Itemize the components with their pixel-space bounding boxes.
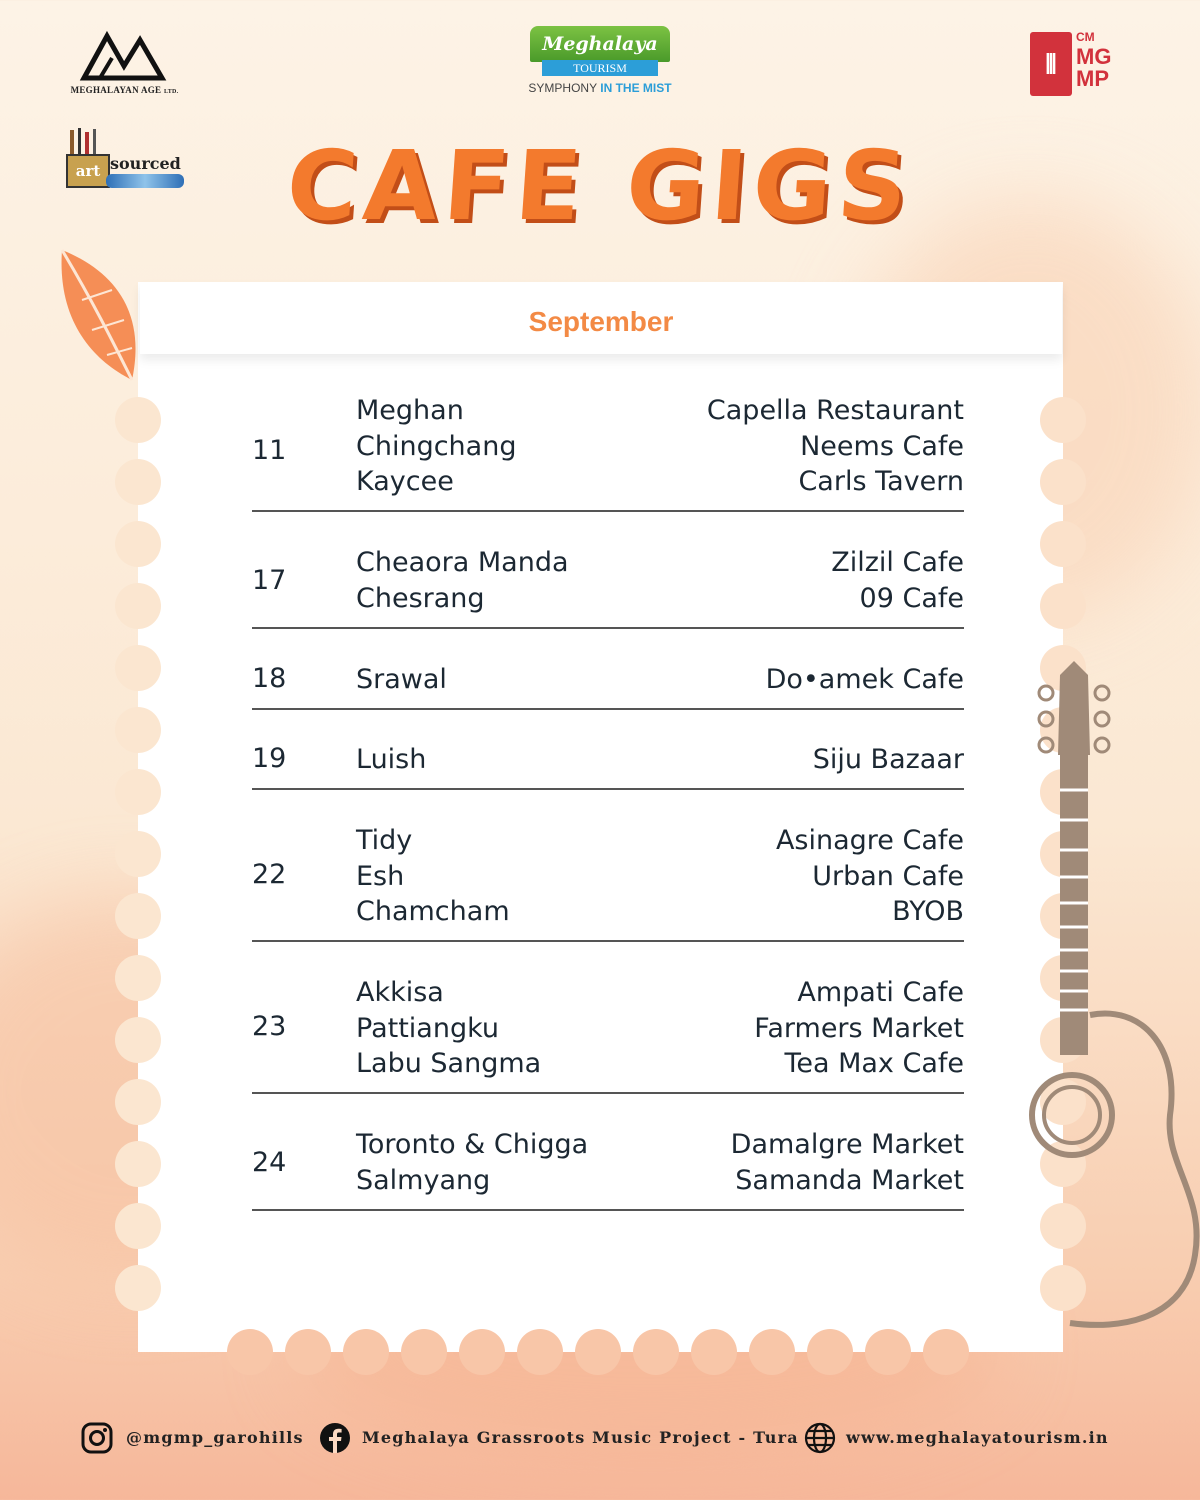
month-label: September — [528, 306, 674, 337]
scallop — [923, 1329, 969, 1375]
gig-venues — [776, 823, 964, 930]
venue-name: Neems Cafe — [800, 430, 964, 462]
mp-label: MP — [1076, 66, 1109, 91]
act-name: Akkisa — [356, 977, 444, 1008]
gig-date: 19 — [252, 743, 287, 774]
act-name: Chingchang — [356, 430, 517, 462]
gig-acts — [356, 545, 569, 616]
instagram-icon[interactable] — [81, 1422, 113, 1454]
schedule-row — [252, 542, 964, 629]
scallop — [1040, 583, 1086, 629]
schedule-row — [252, 390, 964, 512]
venue-name: BYOB — [892, 896, 964, 927]
gig-acts — [356, 393, 516, 500]
venue-name: Urban Cafe — [812, 860, 964, 892]
meghalaya-tourism-logo — [520, 26, 680, 100]
scallop — [285, 1329, 331, 1375]
venue-name: Asinagre Cafe — [775, 825, 964, 856]
gig-date: 22 — [252, 859, 287, 890]
scallop — [1040, 459, 1086, 505]
guitar-icon — [1010, 655, 1200, 1345]
gig-date: 18 — [252, 663, 287, 694]
meghalayan-age-logo — [62, 28, 187, 98]
page-title: CAFE GIGS — [283, 130, 917, 242]
scallop — [459, 1329, 505, 1375]
schedule-row — [252, 820, 964, 942]
scallop — [115, 1203, 161, 1249]
act-name: Labu Sangma — [356, 1048, 542, 1079]
schedule-row — [252, 660, 964, 710]
act-name: Luish — [356, 744, 427, 775]
leaf-icon — [52, 240, 152, 390]
gig-venues — [754, 975, 964, 1082]
act-name: Salmyang — [356, 1164, 491, 1196]
schedule-row — [252, 972, 964, 1094]
scallop — [633, 1329, 679, 1375]
scallop — [115, 769, 161, 815]
venue-name: Damalgre Market — [730, 1129, 964, 1160]
act-name: Toronto & Chigga — [356, 1129, 589, 1160]
scallop — [1040, 397, 1086, 443]
scallop — [115, 459, 161, 505]
gig-acts — [356, 975, 541, 1082]
scallop — [115, 1079, 161, 1125]
scallop — [227, 1329, 273, 1375]
cm-label: CM — [1076, 30, 1095, 44]
gig-acts — [356, 823, 510, 930]
scallop — [115, 397, 161, 443]
venue-name: Tea Max Cafe — [784, 1048, 964, 1079]
schedule-row — [252, 1124, 964, 1211]
scallop — [575, 1329, 621, 1375]
mgmp-mark-icon: ⦀ — [1030, 32, 1072, 96]
act-name: Srawal — [356, 664, 447, 695]
gig-date: 23 — [252, 1011, 287, 1042]
venue-name: Samanda Market — [735, 1164, 964, 1196]
facebook-icon[interactable] — [319, 1422, 351, 1454]
act-name: Tidy — [356, 825, 413, 856]
schedule-row — [252, 740, 964, 790]
scallop — [115, 707, 161, 753]
venue-name: Zilzil Cafe — [831, 547, 964, 578]
art-label: art — [66, 154, 110, 188]
act-name: Chamcham — [356, 896, 510, 927]
website-link[interactable]: www.meghalayatourism.in — [846, 1428, 1109, 1447]
tourism-tagline: SYMPHONY IN THE MIST — [528, 81, 672, 95]
facebook-page[interactable]: Meghalaya Grassroots Music Project - Tura — [362, 1428, 799, 1447]
venue-name: Siju Bazaar — [812, 744, 964, 775]
gig-acts — [356, 742, 426, 778]
gig-venues — [813, 742, 964, 778]
gig-acts — [356, 1127, 588, 1198]
instagram-handle[interactable]: @mgmp_garohills — [126, 1428, 304, 1447]
scallop — [115, 893, 161, 939]
act-name: Esh — [356, 860, 405, 892]
month-header — [140, 282, 1062, 354]
gig-venues — [831, 545, 964, 616]
meghalayan-age-text: MEGHALAYAN AGE LTD. — [70, 85, 179, 95]
scallop — [807, 1329, 853, 1375]
act-name: Cheaora Manda — [356, 547, 569, 578]
act-name: Meghan — [356, 395, 464, 426]
venue-name: Farmers Market — [754, 1012, 964, 1044]
scallop — [1040, 521, 1086, 567]
act-name: Pattiangku — [356, 1012, 500, 1044]
venue-name: Ampati Cafe — [797, 977, 964, 1008]
footer — [0, 1418, 1200, 1458]
scallop — [115, 583, 161, 629]
mg-label: MG — [1076, 44, 1112, 69]
venue-name: 09 Cafe — [859, 582, 964, 614]
gig-venues — [766, 662, 964, 698]
cm-mgmp-logo — [1030, 30, 1122, 98]
gig-date: 17 — [252, 565, 287, 596]
globe-icon[interactable] — [804, 1422, 836, 1454]
gig-date: 24 — [252, 1147, 287, 1178]
scallop — [343, 1329, 389, 1375]
mountain-icon — [62, 28, 187, 84]
scallop — [749, 1329, 795, 1375]
gig-venues — [731, 1127, 964, 1198]
scallop — [865, 1329, 911, 1375]
scallop — [691, 1329, 737, 1375]
scallop — [115, 955, 161, 1001]
gig-acts — [356, 662, 447, 698]
scallop — [115, 1017, 161, 1063]
venue-name: Carls Tavern — [798, 466, 964, 497]
act-name: Chesrang — [356, 582, 485, 614]
act-name: Kaycee — [356, 466, 454, 497]
scallop — [115, 521, 161, 567]
scallop — [401, 1329, 447, 1375]
scallop — [115, 831, 161, 877]
tourism-ribbon: TOURISM — [542, 60, 658, 76]
scallop — [115, 645, 161, 691]
scallop — [115, 1265, 161, 1311]
tourism-script: Meghalaya — [530, 26, 670, 62]
gig-venues — [707, 393, 964, 500]
scallop — [115, 1141, 161, 1187]
gig-date: 11 — [252, 435, 287, 466]
sourced-label: sourced — [110, 154, 181, 173]
scallop — [517, 1329, 563, 1375]
venue-name: Capella Restaurant — [706, 395, 964, 426]
venue-name: Do•amek Cafe — [765, 664, 964, 695]
